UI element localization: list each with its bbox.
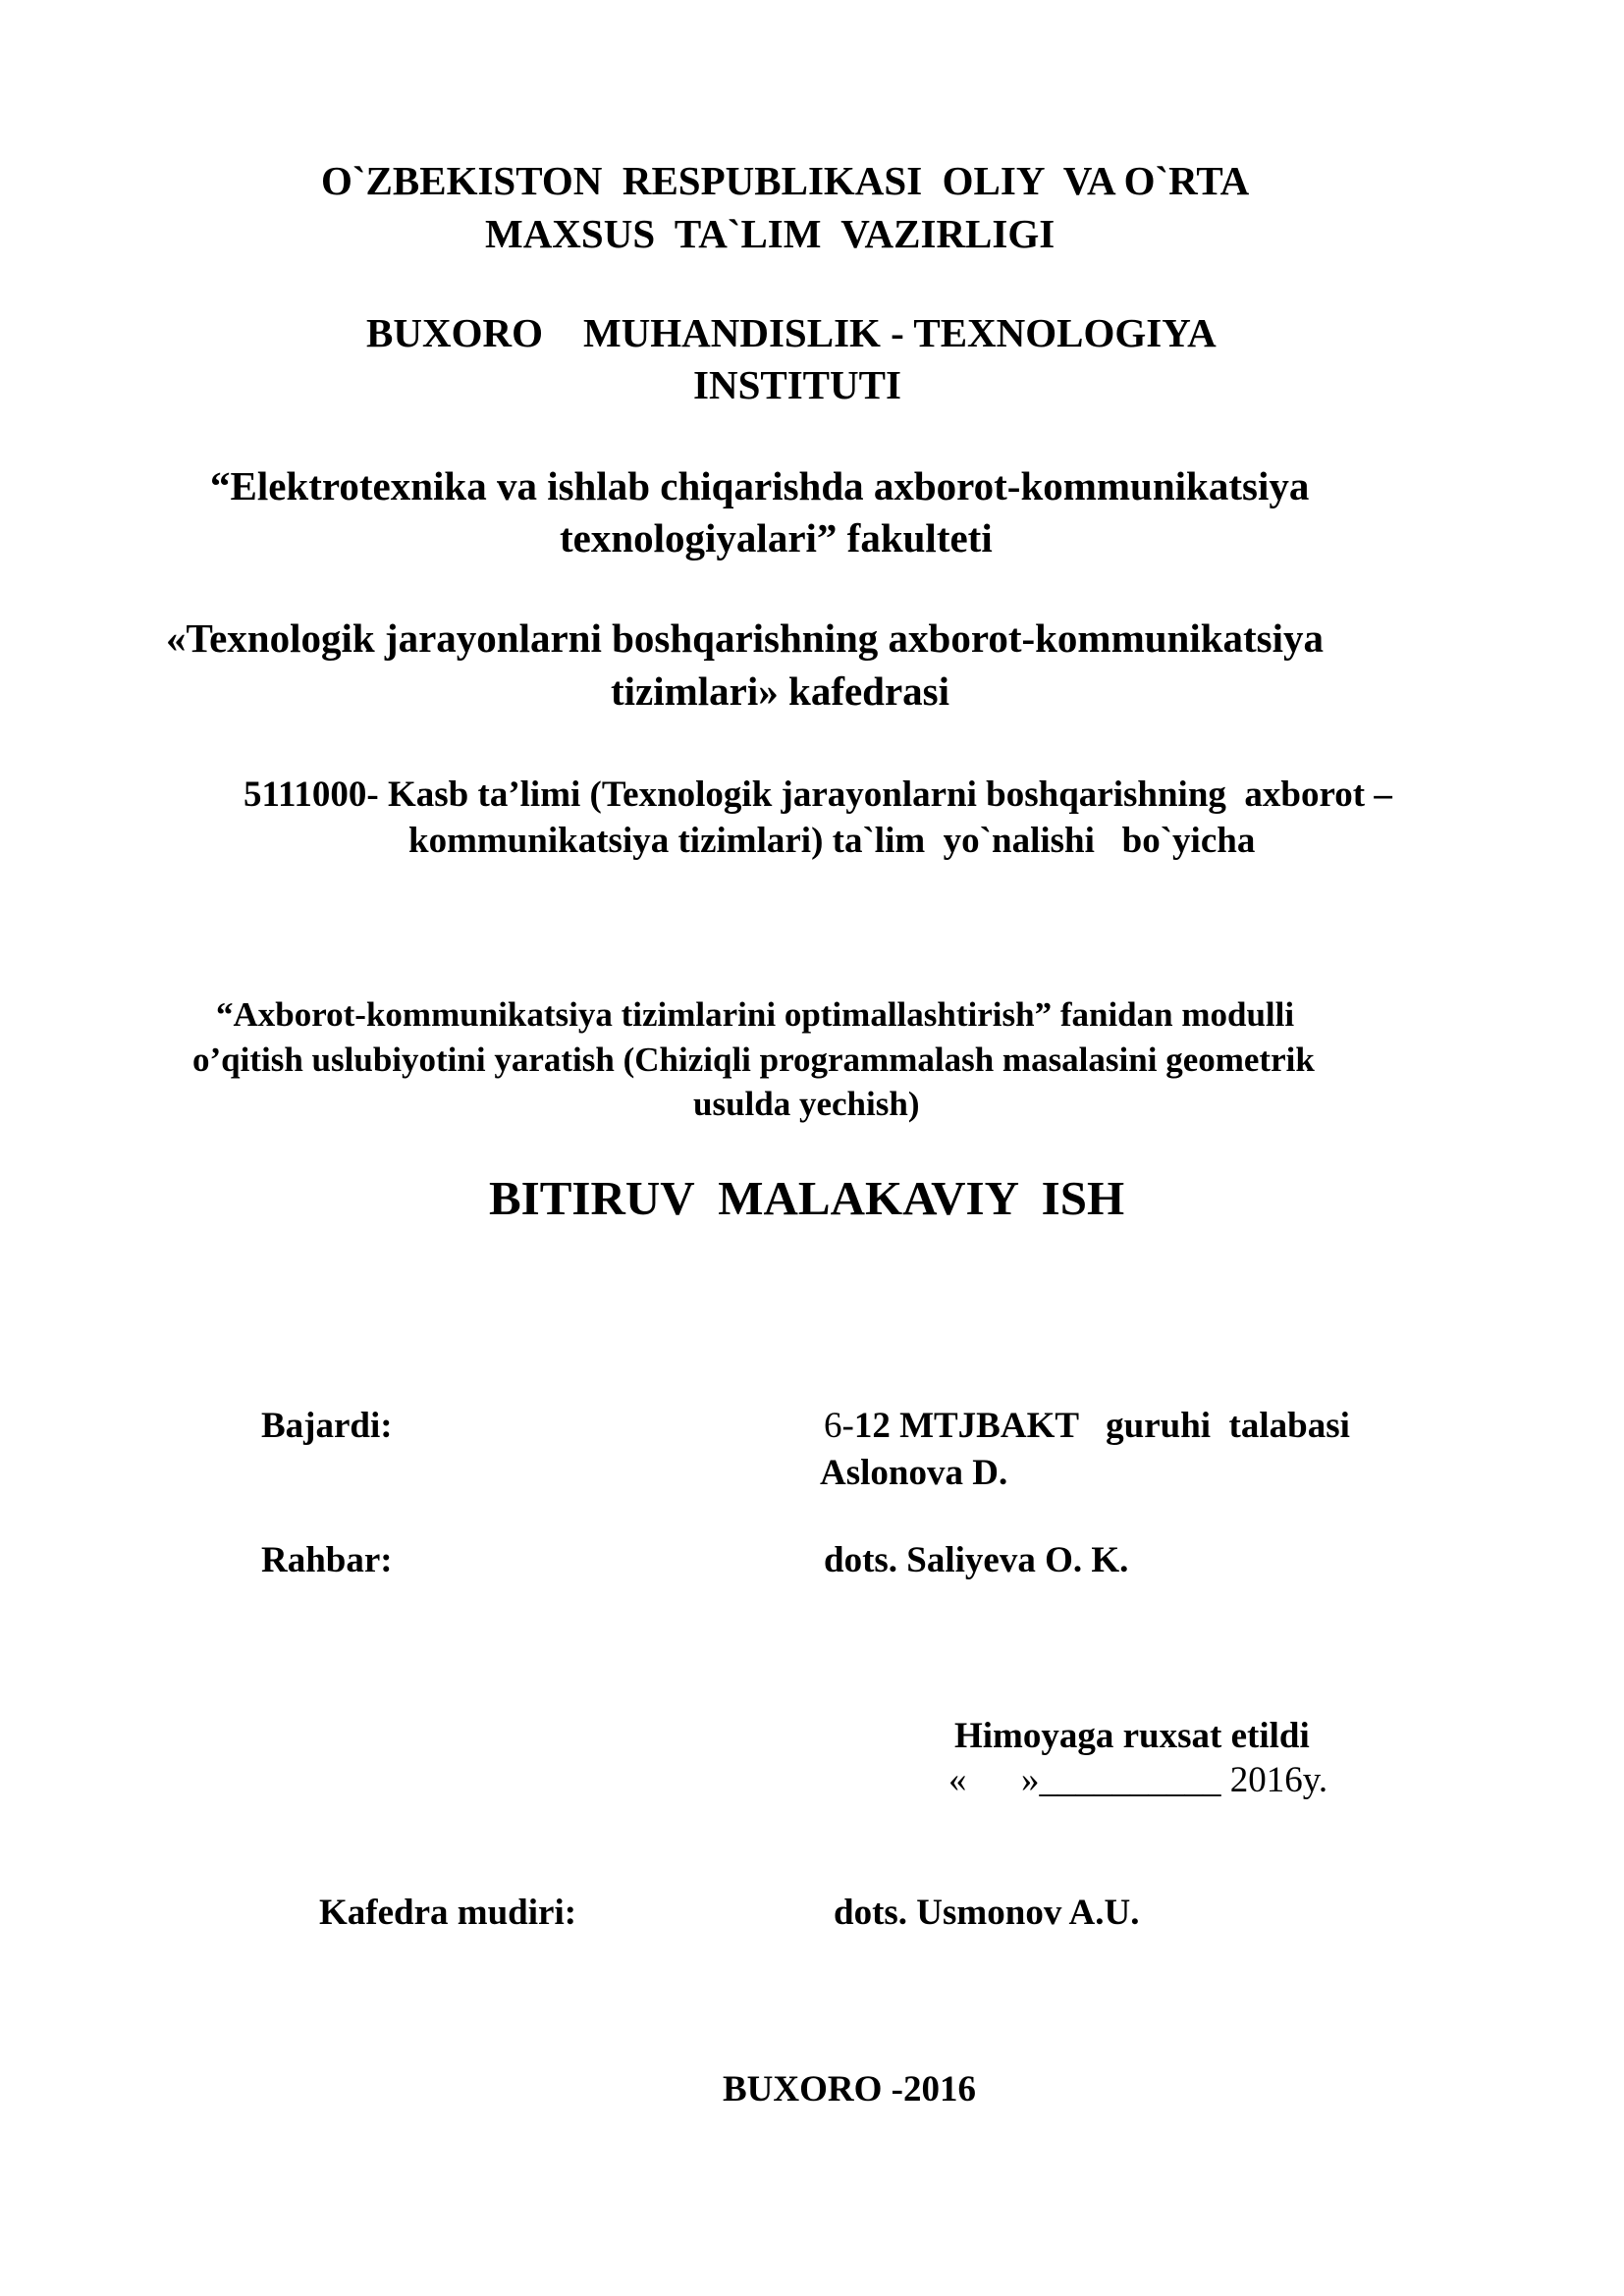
supervisor-name: dots. Saliyeva O. K. (824, 1540, 1129, 1580)
supervisor-label: Rahbar: (261, 1540, 393, 1580)
head-of-department-name: dots. Usmonov A.U. (834, 1893, 1140, 1933)
work-type-heading: BITIRUV MALAKAVIY ISH (489, 1171, 1125, 1225)
institute-line-1: BUXORO MUHANDISLIK - TEXNOLOGIYA (366, 310, 1217, 355)
performer-group-rest: 12 MTJBAKT guruhi talabasi (853, 1406, 1350, 1446)
footer-city-year: BUXORO -2016 (723, 2069, 976, 2109)
approval-title: Himoyaga ruxsat etildi (954, 1716, 1310, 1756)
performer-group (824, 1408, 1350, 1444)
faculty-line-1: “Elektrotexnika va ishlab chiqarishda axborot-kommunikatsiya (210, 463, 1310, 508)
institute-line-2: INSTITUTI (693, 362, 901, 407)
topic-line-3: usulda yechish) (693, 1085, 920, 1123)
performer-name: Aslonova D. (820, 1453, 1008, 1493)
specialty-line-1: 5111000- Kasb ta’limi (Texnologik jarayonlarni boshqarishning axborot – (244, 774, 1392, 815)
ministry-line-2: MAXSUS TA`LIM VAZIRLIGI (485, 211, 1056, 256)
faculty-line-2: texnologiyalari” fakulteti (560, 515, 993, 561)
department-line-2: tizimlari» kafedrasi (611, 668, 950, 714)
department-line-1: «Texnologik jarayonlarni boshqarishning axborot-kommunikatsiya (166, 615, 1325, 661)
ministry-line-1: O`ZBEKISTON RESPUBLIKASI OLIY VA O`RTA (321, 158, 1250, 203)
topic-line-2: o’qitish uslubiyotini yaratish (Chiziqli programmalash masalasini geometrik (192, 1041, 1315, 1079)
performer-label: Bajardi: (261, 1406, 393, 1446)
head-of-department-label: Kafedra mudiri: (319, 1893, 577, 1933)
specialty-line-2: kommunikatsiya tizimlari) ta`lim yo`nalishi bo`yicha (408, 821, 1256, 861)
performer-group-prefix: 6- (824, 1406, 854, 1446)
topic-line-1: “Axborot-kommunikatsiya tizimlarini optimallashtirish” fanidan modulli (216, 995, 1295, 1034)
approval-date-line: « »__________ 2016y. (948, 1760, 1328, 1800)
